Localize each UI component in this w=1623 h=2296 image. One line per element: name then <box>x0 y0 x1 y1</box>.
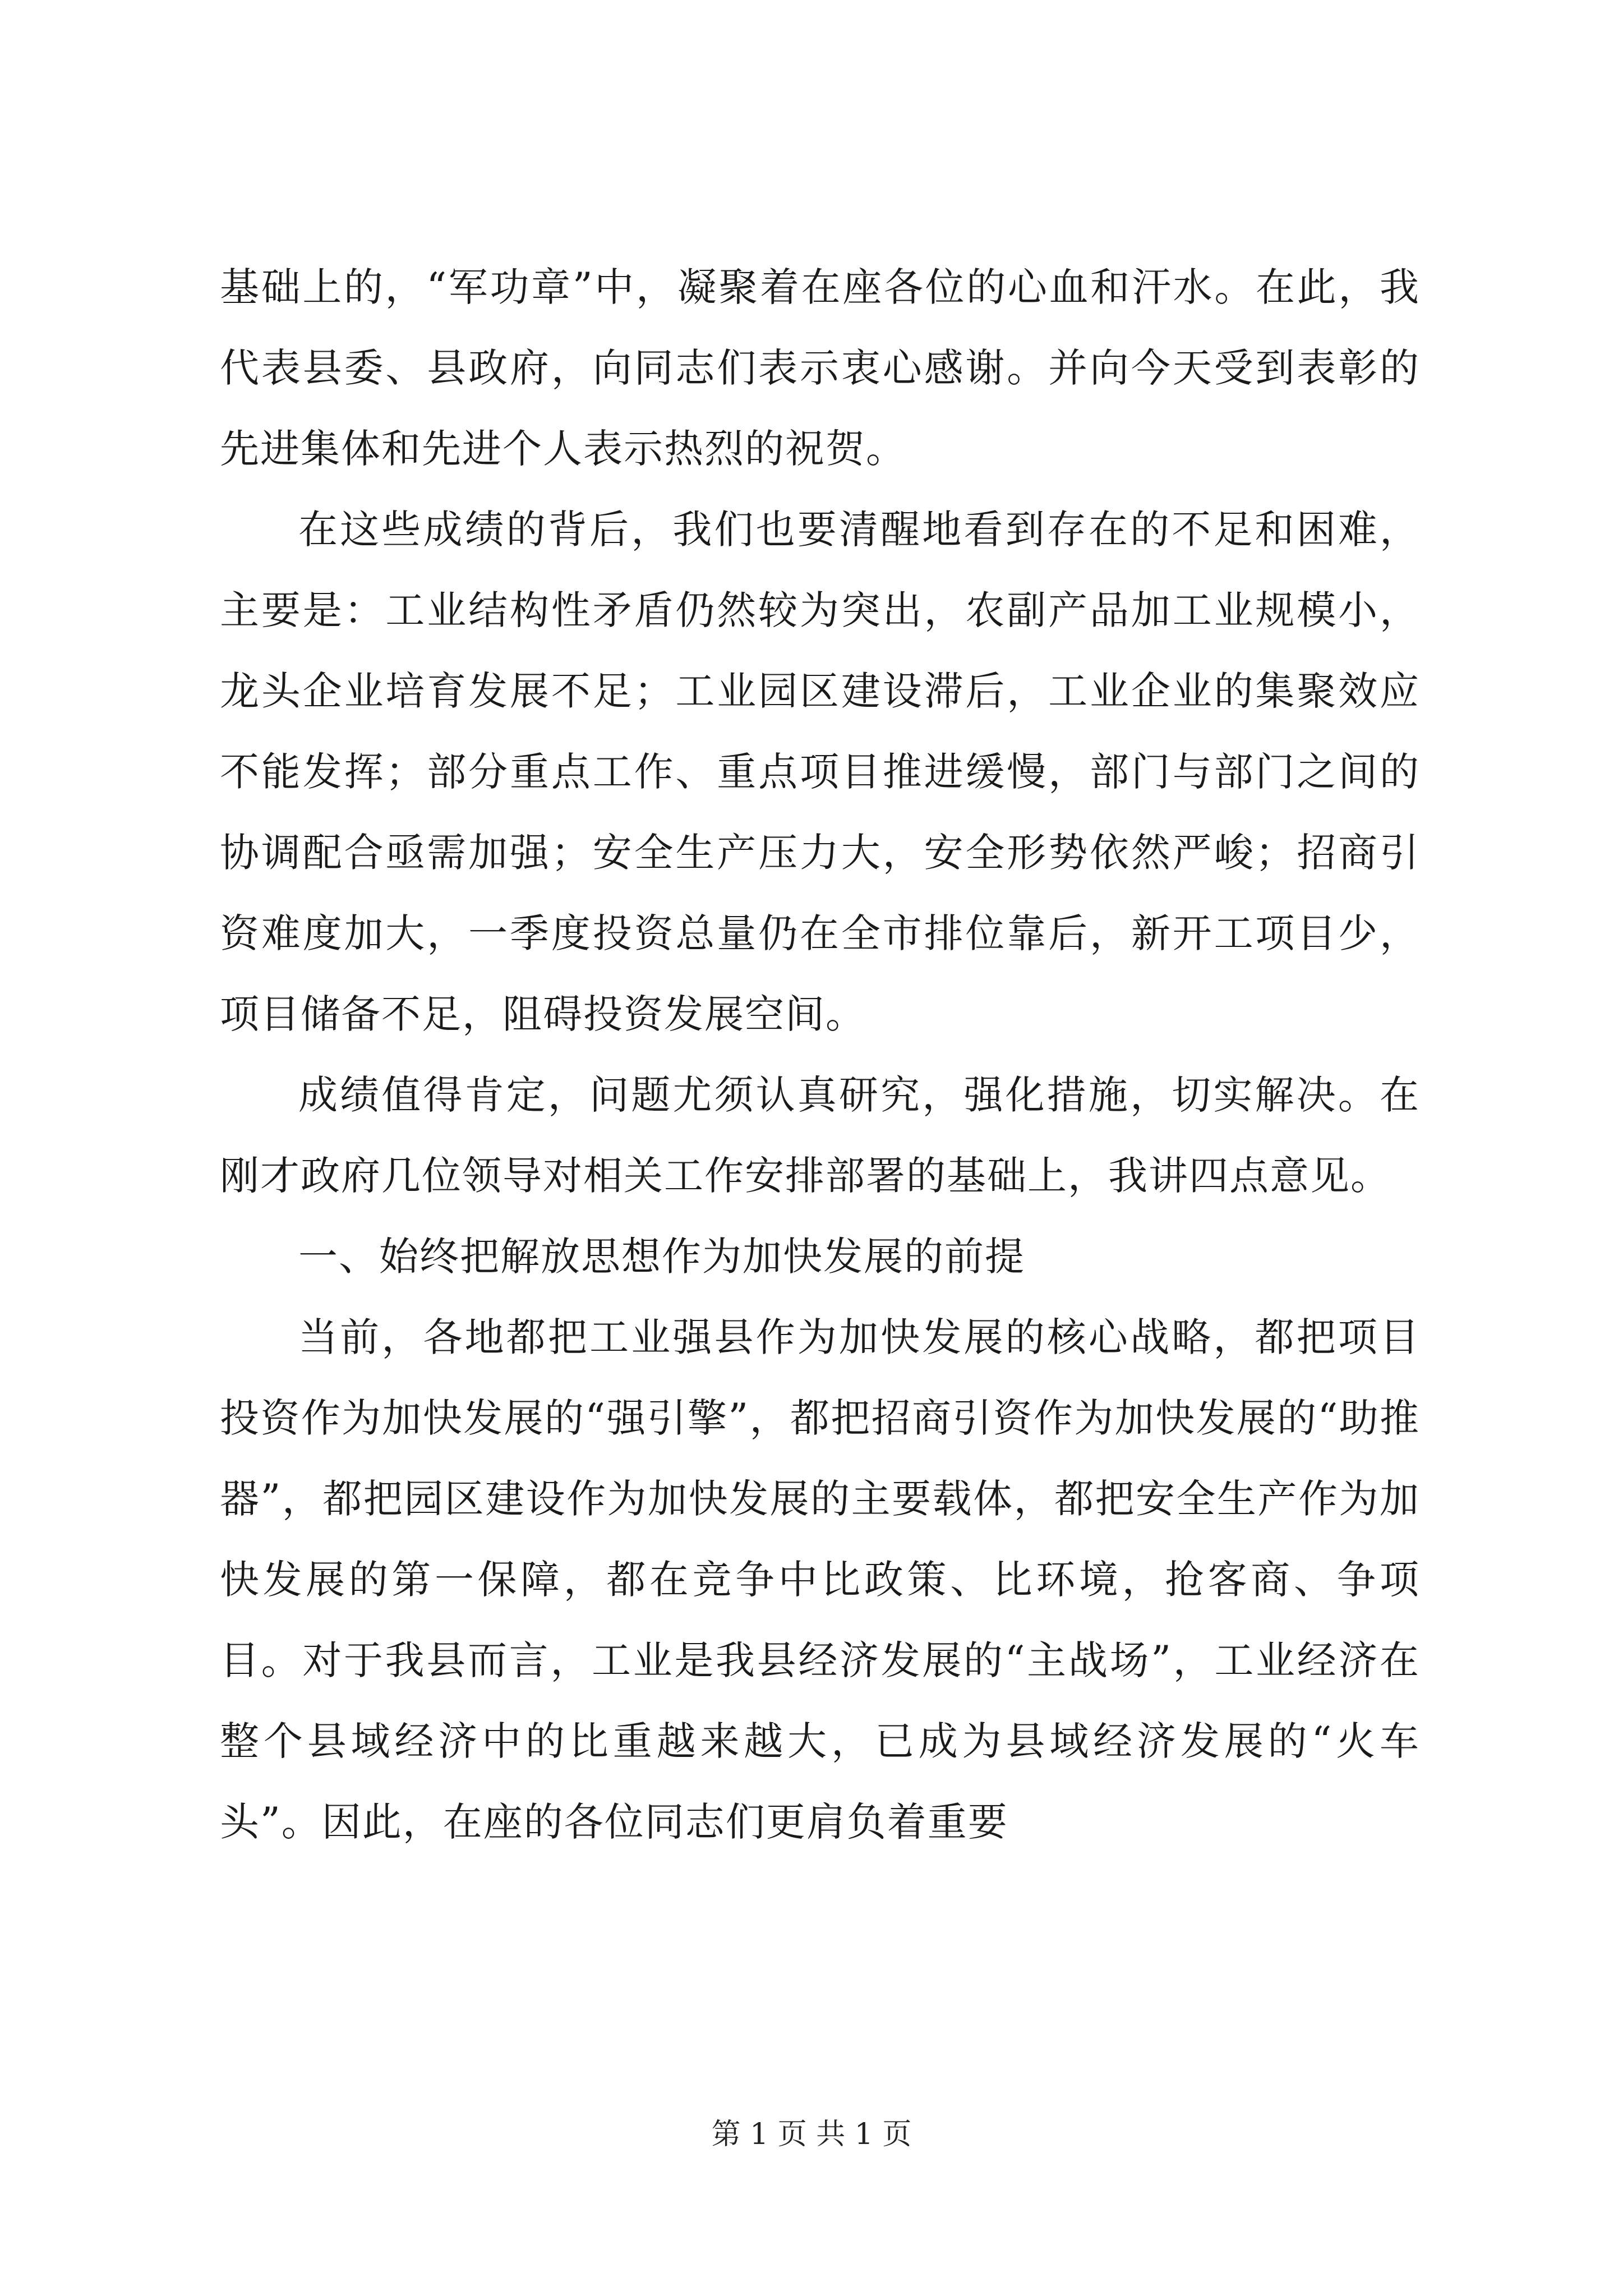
page-footer: 第 1 页 共 1 页 <box>711 2118 912 2151</box>
paragraph-difficulties: 在这些成绩的背后，我们也要清醒地看到存在的不足和困难，主要是：工业结构性矛盾仍然较为突出，农副产品加工业规模小，龙头企业培育发展不足；工业园区建设滞后，工业企业的集聚效应不能发挥；部分重点工作、重点项目推进缓慢，部门与部门之间的协调配合亟需加强；安全生产压力大，安全形势依然严峻；招商引资难度加大，一季度投资总量仍在全市排位靠后，新开工项目少，项目储备不足，阻碍投资发展空间。 <box>220 507 1420 1037</box>
paragraph-continuation: 基础上的，“军功章”中，凝聚着在座各位的心血和汗水。在此，我代表县委、县政府，向同志们表示衷心感谢。并向今天受到表彰的先进集体和先进个人表示热烈的祝贺。 <box>220 264 1420 472</box>
document-body <box>220 247 1420 1862</box>
section-heading-1: 一、始终把解放思想作为加快发展的前提 <box>298 1234 1025 1280</box>
paragraph-opinions-intro: 成绩值得肯定，问题尤须认真研究，强化措施，切实解决。在刚才政府几位领导对相关工作安排部署的基础上，我讲四点意见。 <box>220 1072 1420 1199</box>
paragraph-current-situation: 当前，各地都把工业强县作为加快发展的核心战略，都把项目投资作为加快发展的“强引擎”，都把招商引资作为加快发展的“助推器”，都把园区建设作为加快发展的主要载体，都把安全生产作为加快发展的第一保障，都在竞争中比政策、比环境，抢客商、争项目。对于我县而言，工业是我县经济发展的“主战场”，工业经济在整个县域经济中的比重越来越大，已成为县域经济发展的“火车头”。因此，在座的各位同志们更肩负着重要 <box>220 1314 1420 1845</box>
